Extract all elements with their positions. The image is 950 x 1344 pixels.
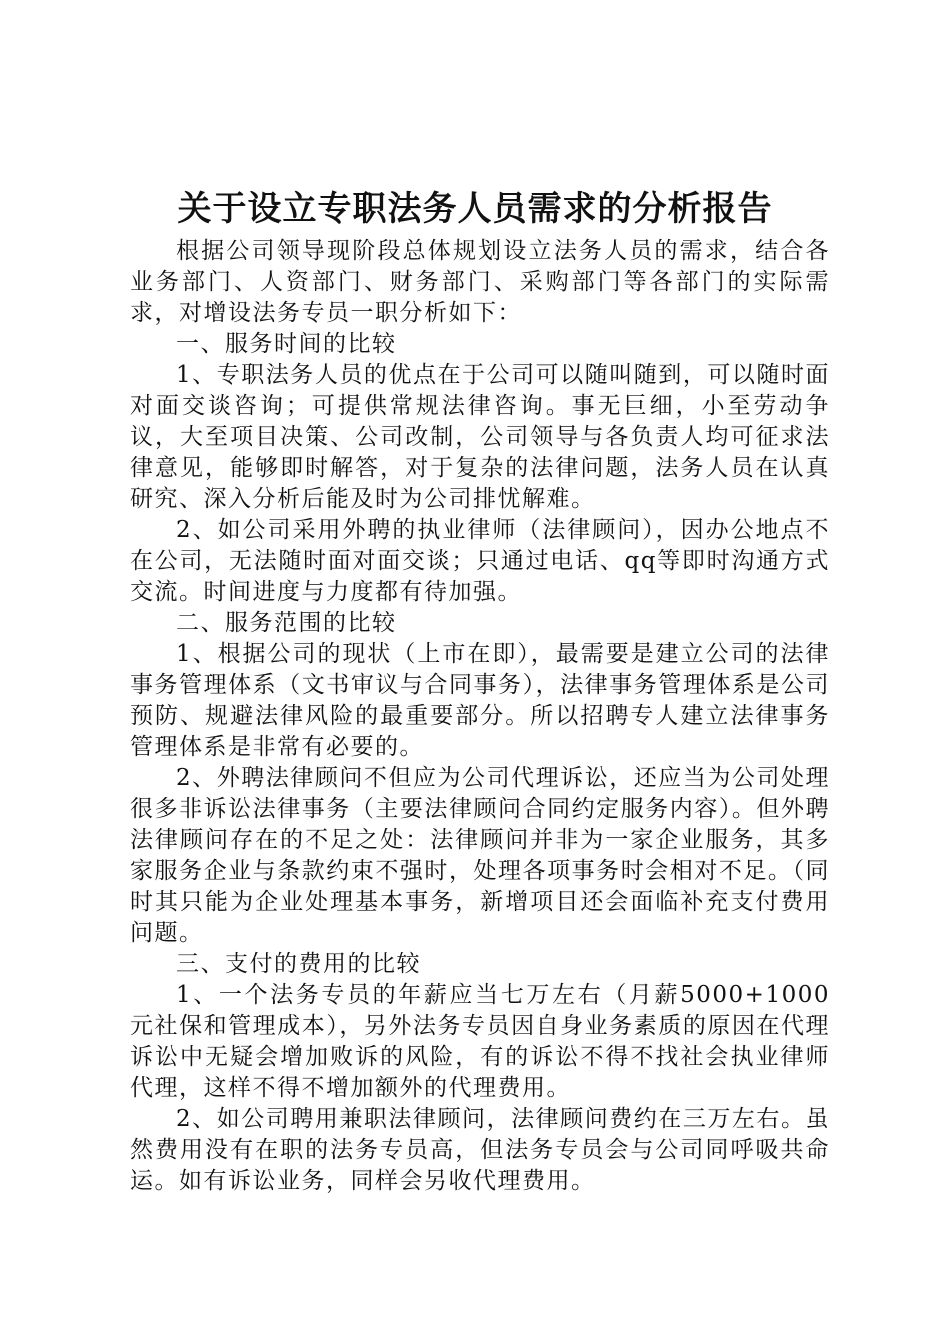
document-title: 关于设立专职法务人员需求的分析报告 — [177, 189, 773, 229]
section-heading-service-time: 一、服务时间的比较 — [176, 331, 397, 357]
paragraph-service-time-1: 1、专职法务人员的优点在于公司可以随叫随到，可以随时面对面交谈咨询；可提供常规法律咨询。事无巨细，小至劳动争议，大至项目决策、公司改制，公司领导与各负责人均可征求法律意见，能够即时解答，对于复杂的法律问题，法务人员在认真研究、深入分析后能及时为公司排忧解难。 — [130, 362, 830, 512]
document-body — [130, 236, 830, 1197]
paragraph-costs-2: 2、如公司聘用兼职法律顾问，法律顾问费约在三万左右。虽然费用没有在职的法务专员高，但法务专员会与公司同呼吸共命运。如有诉讼业务，同样会另收代理费用。 — [130, 1106, 830, 1194]
intro-paragraph: 根据公司领导现阶段总体规划设立法务人员的需求，结合各业务部门、人资部门、财务部门、采购部门等各部门的实际需求，对增设法务专员一职分析如下： — [130, 238, 830, 326]
paragraph-costs-1: 1、一个法务专员的年薪应当七万左右（月薪5000+1000元社保和管理成本），另外法务专员因自身业务素质的原因在代理诉讼中无疑会增加败诉的风险，有的诉讼不得不找社会执业律师代理，这样不得不增加额外的代理费用。 — [130, 982, 830, 1101]
paragraph-service-scope-2: 2、外聘法律顾问不但应为公司代理诉讼，还应当为公司处理很多非诉讼法律事务（主要法律顾问合同约定服务内容）。但外聘法律顾问存在的不足之处：法律顾问并非为一家企业服务，其多家服务企业与条款约束不强时，处理各项事务时会相对不足。（同时其只能为企业处理基本事务，新增项目还会面临补充支付费用问题。 — [130, 765, 830, 946]
section-heading-costs: 三、支付的费用的比较 — [176, 951, 421, 977]
paragraph-service-time-2: 2、如公司采用外聘的执业律师（法律顾问），因办公地点不在公司，无法随时面对面交谈；只通过电话、qq等即时沟通方式交流。时间进度与力度都有待加强。 — [130, 517, 830, 605]
section-heading-service-scope: 二、服务范围的比较 — [176, 610, 397, 636]
paragraph-service-scope-1: 1、根据公司的现状（上市在即），最需要是建立公司的法律事务管理体系（文书审议与合同事务），法律事务管理体系是公司预防、规避法律风险的最重要部分。所以招聘专人建立法律事务管理体系是非常有必要的。 — [130, 641, 830, 760]
